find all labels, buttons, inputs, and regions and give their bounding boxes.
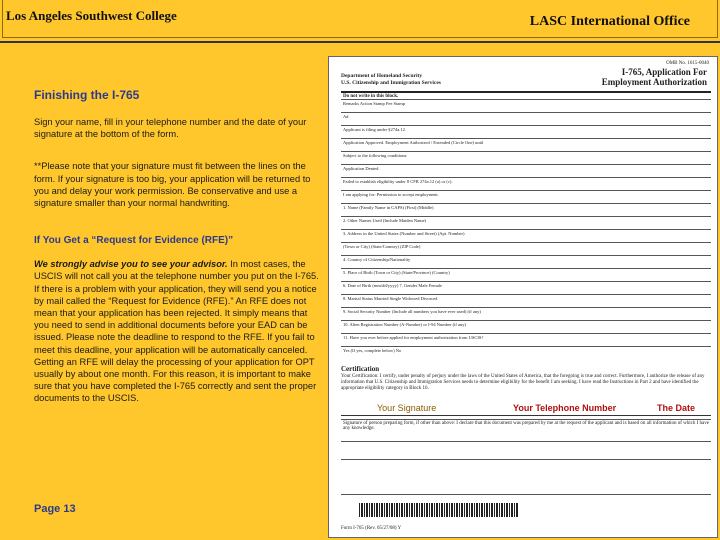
form-row: 9. Social Security Number (Include all numbers you have ever used) (if any) <box>341 307 711 320</box>
form-row: Applicant is filing under §274a.12 <box>341 125 711 138</box>
signature-note: **Please note that your signature must fit between the lines on the form. If your signature is too big, your application will be returned to you and delay your work permission. Be conservative and use a signature smaller than your normal handwriting. <box>34 161 311 209</box>
certification <box>341 366 711 392</box>
your-signature-label: Your Signature <box>377 403 437 413</box>
page-title: Finishing the I-765 <box>34 88 140 102</box>
form-row: I am applying for: Permission to accept employment. <box>341 190 711 203</box>
page-number: Page 13 <box>34 503 76 515</box>
header <box>0 0 720 40</box>
preparer-fields <box>341 441 711 459</box>
form-row: Application Approved. Employment Authorized / Extended (Circle One) until <box>341 138 711 151</box>
form-row: 11. Have you ever before applied for employment authorization from USCIS? <box>341 333 711 346</box>
form-row: (Town or City) (State/Country) (ZIP Code) <box>341 242 711 255</box>
agency-name: Department of Homeland Security U.S. Citizenship and Immigration Services <box>341 73 441 86</box>
certification-text: Your Certification: I certify, under penalty of perjury under the laws of the United States of America, that the foregoing is true and correct. Furthermore, I authorize the release of any information that U.S. Citizenship and Immigration Services needs to determine eligibility for the benefit I am seeking. I have read the Instructions in Part 2 and have identified the appropriate eligibility category in Block 16. <box>341 374 705 391</box>
do-not-write-block: Do not write in this block. <box>341 91 711 99</box>
date-label: The Date <box>657 403 696 413</box>
advisor-advice: We strongly advise you to see your advisor. <box>34 259 228 270</box>
form-row: 2. Other Names Used (Include Maiden Name) <box>341 216 711 229</box>
i765-form-image <box>328 56 718 538</box>
office-use-table <box>341 459 711 495</box>
form-row: Yes (If yes, complete below) No <box>341 346 711 359</box>
college-name: Los Angeles Southwest College <box>6 8 177 23</box>
instructions <box>34 88 324 405</box>
form-row: 5. Place of Birth (Town or City) (State/Province) (Country) <box>341 268 711 281</box>
signature-line <box>341 415 711 416</box>
header-divider <box>0 41 720 43</box>
form-row: 10. Alien Registration Number (A-Number) or I-94 Number (if any) <box>341 320 711 333</box>
form-number: Form I-765 (Rev. 05/27/08) Y <box>341 526 402 531</box>
form-row: 6. Date of Birth (mm/dd/yyyy) 7. Gender Male Female <box>341 281 711 294</box>
rfe-body: In most cases, the USCIS will not call you at the telephone number you put on the I-765. If there is a problem with your application, they will send you a notice by mail called the “Request for Evidence (RFE).” An RFE does not mean that your application has been rejected. It simply means that you need to send in additional documents before your EAD can be issued. Please note the deadline to respond to the RFE. If you fail to meet this deadline, your application will be automatically canceled. Getting an RFE will delay the processing of your application for OPT usually by about one month. For this reason, it is important to make sure that you have completed the I-765 correctly and sent the proper documents to the USCIS. <box>34 259 319 404</box>
form-row: 8. Marital Status Married Single Widowed Divorced <box>341 294 711 307</box>
rfe-paragraph <box>34 258 324 404</box>
telephone-label: Your Telephone Number <box>513 403 617 413</box>
preparer-section: Signature of person preparing form, if other than above: I declare that this document was prepared by me at the request of the applicant and is based on all information of which I have any knowledge. <box>341 419 711 441</box>
form-row: Application Denied. <box>341 164 711 177</box>
form-row: A# <box>341 112 711 125</box>
form-row: 1. Name (Family Name in CAPS) (First) (Middle) <box>341 203 711 216</box>
form-row: Failed to establish eligibility under 8 CFR 274a.12 (a) or (c). <box>341 177 711 190</box>
form-row: Remarks Action Stamp Fee Stamp <box>341 99 711 112</box>
form-row: Subject to the following conditions: <box>341 151 711 164</box>
omb-number: OMB No. 1615-0040 <box>666 61 709 66</box>
office-name: LASC International Office <box>529 14 690 29</box>
sign-instructions: Sign your name, fill in your telephone number and the date of your signature at the bottom of the form. <box>34 117 307 140</box>
form-row: 3. Address in the United States (Number and Street) (Apt. Number) <box>341 229 711 242</box>
certification-title: Certification <box>341 365 380 373</box>
rfe-heading: If You Get a “Request for Evidence (RFE)” <box>34 235 234 247</box>
form-title: I-765, Application For Employment Authorization <box>601 67 707 87</box>
form-row: 4. Country of Citizenship/Nationality <box>341 255 711 268</box>
barcode <box>359 503 519 517</box>
